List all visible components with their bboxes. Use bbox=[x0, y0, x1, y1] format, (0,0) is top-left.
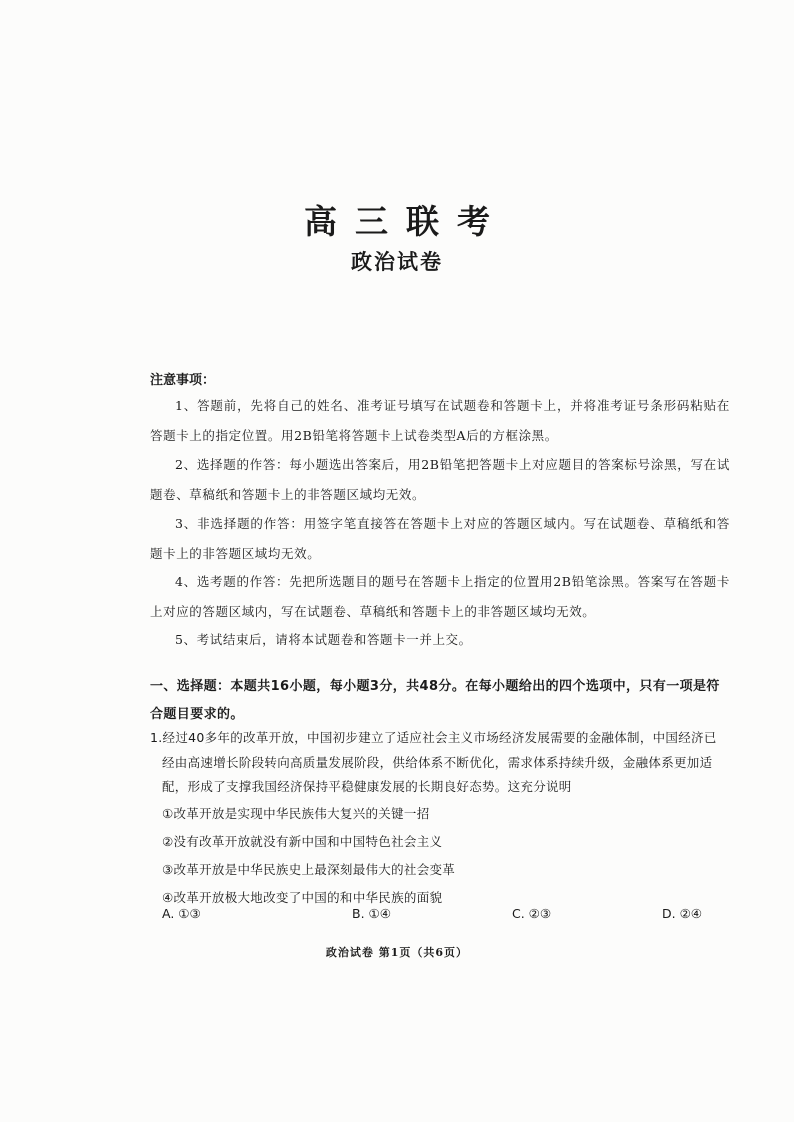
statement-3: ③改革开放是中华民族史上最深刻最伟大的社会变革 bbox=[162, 861, 456, 877]
notice-item-5: 5、考试结束后，请将本试题卷和答题卡一并上交。 bbox=[175, 632, 472, 647]
question-stem: 1.经过40多年的改革开放，中国初步建立了适应社会主义市场经济发展需要的金融体制，中国经济已经由高速增长阶段转向高质量发展阶段，供给体系不断优化，需求体系持续升级，金融体系更加适配，形成了支撑我国经济保持平稳健康发展的长期良好态势。这充分说明 bbox=[150, 730, 717, 794]
option-a: A. ①③ bbox=[162, 906, 201, 921]
notice-item-2: 2、选择题的作答：每小题选出答案后，用2B铅笔把答题卡上对应题目的答案标号涂黑，写在试题卷、草稿纸和答题卡上的非答题区域均无效。 bbox=[150, 457, 730, 502]
option-d: D. ②④ bbox=[662, 906, 702, 921]
question-1 bbox=[150, 726, 728, 912]
statement-2: ②没有改革开放就没有新中国和中国特色社会主义 bbox=[162, 833, 443, 849]
statement-1: ①改革开放是实现中华民族伟大复兴的关键一招 bbox=[162, 805, 430, 821]
notice-item-1: 1、答题前，先将自己的姓名、准考证号填写在试题卷和答题卡上，并将准考证号条形码粘贴在答题卡上的指定位置。用2B铅笔将答题卡上试卷类型A后的方框涂黑。 bbox=[150, 398, 730, 443]
exam-subtitle: 政治试卷 bbox=[351, 249, 443, 274]
notice-item-3: 3、非选择题的作答：用签字笔直接答在答题卡上对应的答题区域内。写在试题卷、草稿纸和答题卡上的非答题区域均无效。 bbox=[150, 516, 730, 561]
answer-options bbox=[162, 906, 722, 932]
page-footer: 政治试卷 第1页（共6页） bbox=[325, 946, 469, 959]
option-b: B. ①④ bbox=[352, 906, 391, 921]
section-heading: 一、选择题：本题共16小题，每小题3分，共48分。在每小题给出的四个选项中，只有一项是符合题目要求的。 bbox=[150, 679, 720, 722]
statement-4: ④改革开放极大地改变了中国的和中华民族的面貌 bbox=[162, 889, 443, 905]
notice-item-4: 4、选考题的作答：先把所选题目的题号在答题卡上指定的位置用2B铅笔涂黑。答案写在答题卡上对应的答题区域内，写在试题卷、草稿纸和答题卡上的非答题区域均无效。 bbox=[150, 574, 730, 619]
notice-heading: 注意事项： bbox=[150, 373, 216, 388]
exam-title: 高三联考 bbox=[304, 202, 508, 241]
option-c: C. ②③ bbox=[512, 906, 552, 921]
